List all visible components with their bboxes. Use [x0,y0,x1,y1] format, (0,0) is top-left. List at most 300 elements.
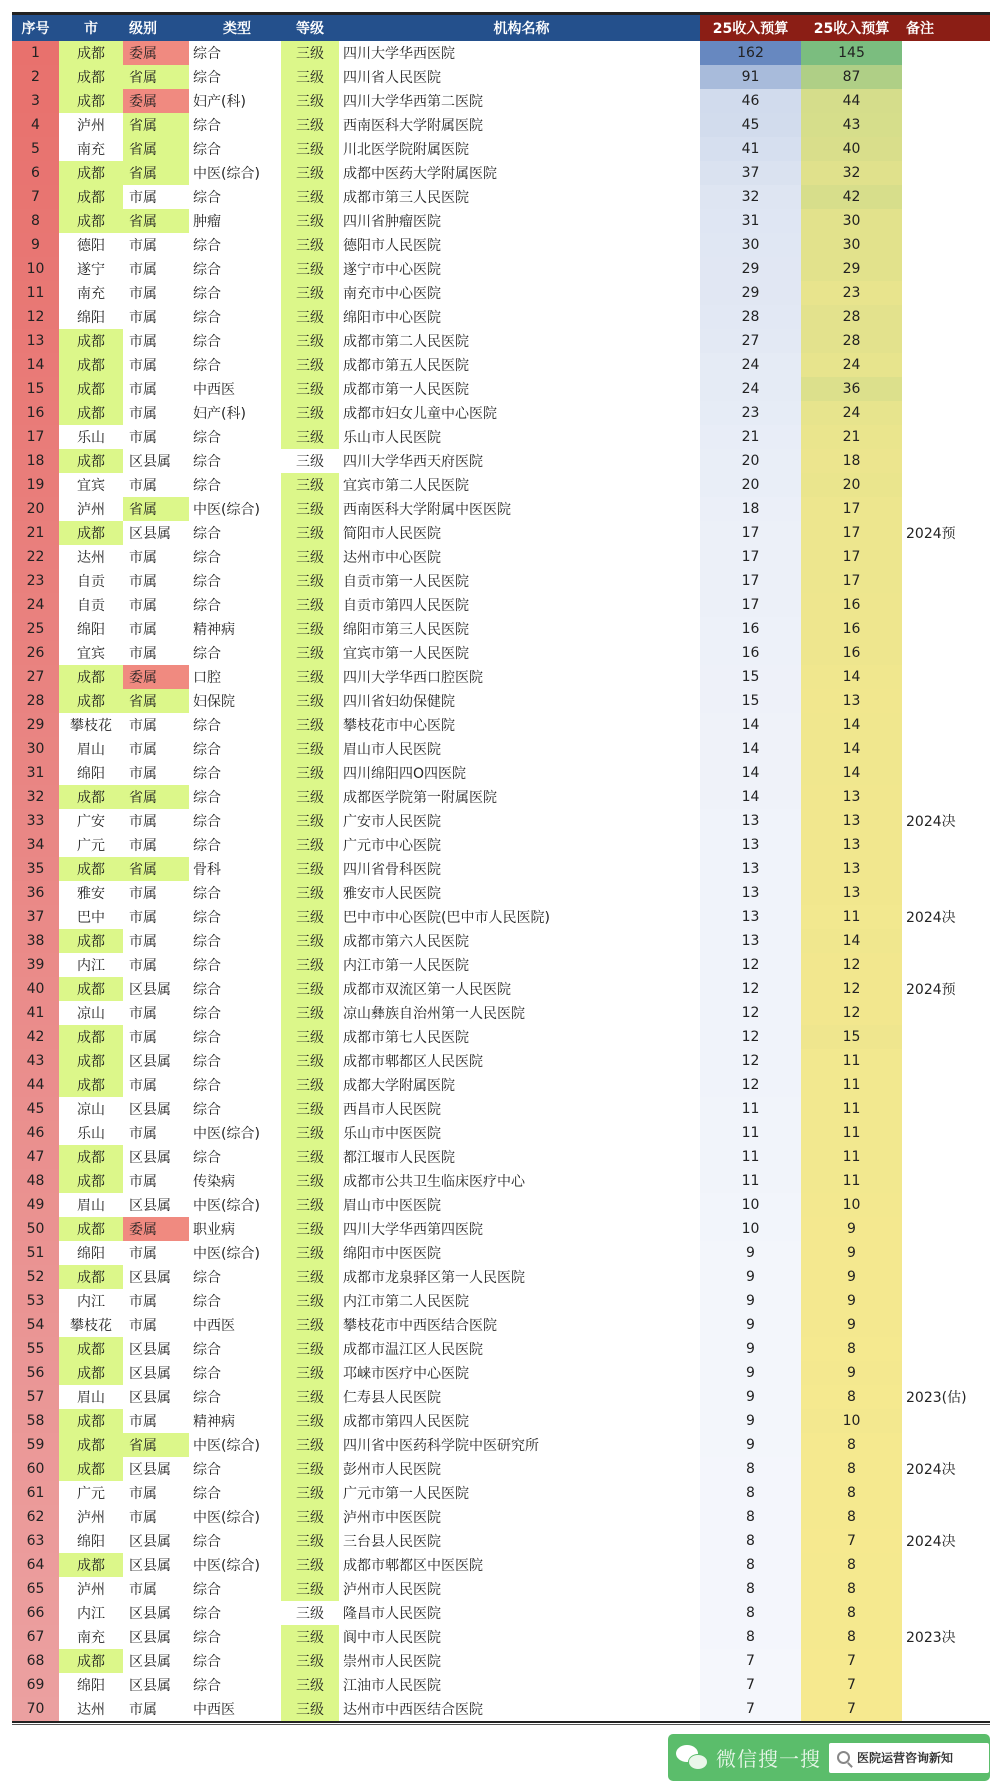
row-institution: 仁寿县人民医院 [343,1390,441,1406]
row-seq: 65 [12,1577,59,1601]
row-type: 综合 [193,1150,221,1166]
row-grade: 三级 [281,1001,339,1025]
row-grade: 三级 [281,161,339,185]
row-type: 综合 [193,886,221,902]
row-note [902,65,990,89]
row-grade: 三级 [281,1025,339,1049]
row-level: 市属 [129,1246,157,1262]
row-level: 区县属 [129,1678,171,1694]
row-type: 综合 [193,742,221,758]
row-type: 综合 [193,982,221,998]
row-budget-1: 12 [700,953,801,977]
row-level: 市属 [129,1510,157,1526]
row-seq: 67 [12,1625,59,1649]
row-institution: 成都市第五人民医院 [343,358,469,374]
row-budget-1: 12 [700,1073,801,1097]
header-institution: 机构名称 [339,15,700,41]
row-type: 综合 [193,718,221,734]
row-type: 综合 [193,1390,221,1406]
row-budget-1: 46 [700,89,801,113]
row-note [902,257,990,281]
row-budget-1: 11 [700,1145,801,1169]
row-grade: 三级 [281,353,339,377]
row-level: 市属 [129,958,157,974]
row-type: 妇产(科) [193,406,246,422]
row-institution: 乐山市人民医院 [343,430,441,446]
row-seq: 13 [12,329,59,353]
row-level: 委属 [123,89,189,113]
row-institution: 四川省肿瘤医院 [343,214,441,230]
row-grade: 三级 [281,473,339,497]
table-row [12,665,990,689]
row-institution: 宜宾市第一人民医院 [343,646,469,662]
row-institution: 达州市中西医结合医院 [343,1702,483,1718]
row-type: 综合 [193,1462,221,1478]
row-level: 省属 [123,209,189,233]
table-row [12,1457,990,1481]
table-row [12,377,990,401]
row-budget-2: 7 [801,1529,902,1553]
row-seq: 41 [12,1001,59,1025]
row-type: 综合 [193,790,221,806]
row-seq: 58 [12,1409,59,1433]
row-budget-2: 32 [801,161,902,185]
row-budget-2: 13 [801,689,902,713]
row-grade: 三级 [281,545,339,569]
row-budget-1: 12 [700,1001,801,1025]
row-institution: 遂宁市中心医院 [343,262,441,278]
row-budget-1: 24 [700,377,801,401]
row-budget-2: 12 [801,977,902,1001]
row-type: 综合 [193,1006,221,1022]
row-city: 成都 [59,209,123,233]
row-budget-2: 17 [801,569,902,593]
row-institution: 巴中市中心医院(巴中市人民医院) [343,910,550,926]
row-note [902,1577,990,1601]
row-grade: 三级 [281,1481,339,1505]
row-institution: 内江市第一人民医院 [343,958,469,974]
row-institution: 成都市龙泉驿区第一人民医院 [343,1270,525,1286]
row-type: 综合 [193,574,221,590]
row-seq: 8 [12,209,59,233]
row-level: 省属 [123,65,189,89]
row-city: 遂宁 [77,262,105,278]
row-grade: 三级 [281,257,339,281]
row-grade: 三级 [281,761,339,785]
row-budget-2: 29 [801,257,902,281]
row-seq: 7 [12,185,59,209]
row-budget-1: 9 [700,1337,801,1361]
row-institution: 宜宾市第二人民医院 [343,478,469,494]
row-budget-1: 17 [700,593,801,617]
row-city: 眉山 [77,1390,105,1406]
row-budget-1: 29 [700,257,801,281]
row-budget-2: 9 [801,1217,902,1241]
row-level: 市属 [129,646,157,662]
row-level: 省属 [123,497,189,521]
row-institution: 广元市第一人民医院 [343,1486,469,1502]
row-type: 中西医 [193,382,235,398]
row-level: 市属 [129,430,157,446]
row-budget-2: 11 [801,1097,902,1121]
row-budget-1: 17 [700,569,801,593]
row-institution: 成都市妇女儿童中心医院 [343,406,497,422]
row-city: 泸州 [77,1582,105,1598]
row-grade: 三级 [281,1409,339,1433]
row-city: 绵阳 [77,1246,105,1262]
wechat-icon [676,1745,710,1771]
row-institution: 德阳市人民医院 [343,238,441,254]
row-seq: 6 [12,161,59,185]
row-note [902,545,990,569]
row-type: 综合 [193,766,221,782]
row-grade: 三级 [281,1673,339,1697]
row-note [902,449,990,473]
row-grade: 三级 [281,233,339,257]
row-budget-2: 14 [801,929,902,953]
row-type: 中医(综合) [193,1558,260,1574]
row-institution: 四川省人民医院 [343,70,441,86]
row-type: 妇产(科) [193,94,246,110]
row-level: 区县属 [129,1558,171,1574]
table-row [12,1073,990,1097]
row-budget-1: 9 [700,1409,801,1433]
row-institution: 崇州市人民医院 [343,1654,441,1670]
row-level: 省属 [123,1433,189,1457]
row-note [902,1337,990,1361]
row-level: 省属 [123,785,189,809]
row-seq: 49 [12,1193,59,1217]
row-note [902,329,990,353]
row-budget-2: 30 [801,209,902,233]
row-type: 综合 [193,46,221,62]
table-row [12,1385,990,1409]
row-level: 市属 [129,478,157,494]
row-type: 综合 [193,1294,221,1310]
row-budget-1: 41 [700,137,801,161]
row-level: 市属 [129,1414,157,1430]
row-budget-2: 9 [801,1361,902,1385]
row-budget-1: 16 [700,641,801,665]
row-level: 区县属 [129,1390,171,1406]
row-type: 骨科 [193,862,221,878]
row-level: 区县属 [129,1606,171,1622]
row-budget-2: 10 [801,1193,902,1217]
row-note [902,305,990,329]
row-city: 绵阳 [77,766,105,782]
row-city: 凉山 [77,1102,105,1118]
row-level: 市属 [129,238,157,254]
row-institution: 四川绵阳四O四医院 [343,766,467,782]
row-budget-1: 8 [700,1505,801,1529]
row-budget-2: 42 [801,185,902,209]
table-row [12,713,990,737]
row-type: 综合 [193,310,221,326]
row-institution: 成都医学院第一附属医院 [343,790,497,806]
row-city: 成都 [59,89,123,113]
row-city: 南充 [77,142,105,158]
row-note: 2024决 [906,814,956,830]
row-grade: 三级 [281,401,339,425]
row-city: 达州 [77,1702,105,1718]
row-budget-2: 9 [801,1289,902,1313]
row-level: 市属 [129,910,157,926]
row-note [902,1289,990,1313]
row-budget-1: 13 [700,929,801,953]
row-city: 宜宾 [77,646,105,662]
row-budget-2: 8 [801,1481,902,1505]
row-level: 市属 [129,742,157,758]
row-city: 南充 [77,1630,105,1646]
row-institution: 广元市中心医院 [343,838,441,854]
table-row [12,1649,990,1673]
row-institution: 阆中市人民医院 [343,1630,441,1646]
row-note [902,161,990,185]
row-note: 2024预 [906,982,956,998]
table-row [12,473,990,497]
row-city: 南充 [77,286,105,302]
row-grade: 三级 [281,833,339,857]
row-budget-2: 20 [801,473,902,497]
row-budget-1: 13 [700,809,801,833]
row-city: 成都 [59,1265,123,1289]
row-institution: 雅安市人民医院 [343,886,441,902]
row-budget-1: 12 [700,1049,801,1073]
row-level: 市属 [129,1078,157,1094]
row-grade: 三级 [281,689,339,713]
row-grade: 三级 [281,569,339,593]
row-note [902,929,990,953]
header-seq: 序号 [12,15,59,41]
row-budget-2: 13 [801,881,902,905]
row-level: 市属 [129,334,157,350]
row-budget-1: 14 [700,785,801,809]
row-type: 综合 [193,1366,221,1382]
row-seq: 12 [12,305,59,329]
row-institution: 成都市第二人民医院 [343,334,469,350]
row-city: 巴中 [77,910,105,926]
row-budget-2: 8 [801,1337,902,1361]
row-budget-1: 21 [700,425,801,449]
row-level: 市属 [129,1486,157,1502]
row-level: 区县属 [129,526,171,542]
row-city: 成都 [59,401,123,425]
row-note [902,1601,990,1625]
row-type: 中西医 [193,1702,235,1718]
row-note [902,353,990,377]
row-city: 成都 [59,377,123,401]
row-seq: 29 [12,713,59,737]
row-note [902,233,990,257]
row-institution: 乐山市中医医院 [343,1126,441,1142]
row-note [902,281,990,305]
row-type: 综合 [193,838,221,854]
row-grade: 三级 [296,1606,324,1622]
row-grade: 三级 [281,1697,339,1721]
row-budget-2: 9 [801,1241,902,1265]
row-institution: 成都市第三人民医院 [343,190,469,206]
row-budget-1: 7 [700,1649,801,1673]
row-grade: 三级 [281,593,339,617]
row-note [902,1145,990,1169]
table-row [12,521,990,545]
row-city: 成都 [59,65,123,89]
table-row [12,1529,990,1553]
row-seq: 57 [12,1385,59,1409]
row-type: 综合 [193,1486,221,1502]
row-type: 综合 [193,1054,221,1070]
row-budget-2: 14 [801,761,902,785]
row-seq: 50 [12,1217,59,1241]
table-row [12,1577,990,1601]
row-budget-1: 8 [700,1529,801,1553]
row-budget-1: 31 [700,209,801,233]
table-row [12,761,990,785]
header-note: 备注 [902,15,990,41]
row-type: 综合 [193,190,221,206]
row-budget-2: 7 [801,1649,902,1673]
table-row [12,1241,990,1265]
table-row [12,929,990,953]
row-budget-1: 12 [700,977,801,1001]
table-row [12,209,990,233]
row-seq: 17 [12,425,59,449]
row-level: 区县属 [129,1198,171,1214]
row-level: 省属 [123,857,189,881]
row-note: 2023(估) [906,1390,967,1406]
row-budget-1: 9 [700,1385,801,1409]
row-city: 成都 [59,785,123,809]
row-level: 市属 [129,262,157,278]
row-budget-2: 17 [801,545,902,569]
row-note [902,1073,990,1097]
row-seq: 37 [12,905,59,929]
row-city: 眉山 [77,742,105,758]
row-city: 成都 [59,1337,123,1361]
row-type: 综合 [193,262,221,278]
row-seq: 23 [12,569,59,593]
row-institution: 成都大学附属医院 [343,1078,455,1094]
row-grade: 三级 [281,953,339,977]
row-budget-2: 8 [801,1385,902,1409]
table-row [12,1265,990,1289]
row-level: 市属 [129,718,157,734]
row-level: 市属 [129,574,157,590]
row-institution: 成都市公共卫生临床医疗中心 [343,1174,525,1190]
row-type: 综合 [193,478,221,494]
row-city: 宜宾 [77,478,105,494]
row-budget-1: 9 [700,1433,801,1457]
row-note [902,41,990,65]
row-budget-2: 14 [801,713,902,737]
row-city: 泸州 [77,502,105,518]
row-note [902,1121,990,1145]
row-type: 综合 [193,70,221,86]
row-seq: 30 [12,737,59,761]
row-budget-2: 9 [801,1265,902,1289]
row-grade: 三级 [281,281,339,305]
row-institution: 成都市第六人民医院 [343,934,469,950]
row-seq: 33 [12,809,59,833]
row-budget-2: 13 [801,833,902,857]
row-budget-2: 43 [801,113,902,137]
row-institution: 都江堰市人民医院 [343,1150,455,1166]
row-level: 市属 [129,838,157,854]
row-note [902,377,990,401]
row-budget-1: 8 [700,1553,801,1577]
row-seq: 42 [12,1025,59,1049]
row-institution: 三台县人民医院 [343,1534,441,1550]
row-level: 区县属 [129,1054,171,1070]
row-level: 市属 [129,358,157,374]
row-note: 2023决 [906,1630,956,1646]
table-row [12,1193,990,1217]
row-note [902,209,990,233]
row-grade: 三级 [281,785,339,809]
row-budget-2: 14 [801,665,902,689]
row-note [902,1265,990,1289]
row-budget-2: 14 [801,737,902,761]
table-row [12,1049,990,1073]
row-institution: 成都市第一人民医院 [343,382,469,398]
row-note [902,1361,990,1385]
row-type: 精神病 [193,622,235,638]
table-row [12,905,990,929]
row-city: 攀枝花 [70,1318,112,1334]
row-budget-2: 7 [801,1697,902,1721]
row-type: 职业病 [193,1222,235,1238]
watermark-search-box [829,1743,989,1773]
row-note [902,1049,990,1073]
row-type: 综合 [193,142,221,158]
row-level: 市属 [129,406,157,422]
row-budget-1: 7 [700,1697,801,1721]
row-grade: 三级 [281,1553,339,1577]
row-note [902,1697,990,1721]
row-note [902,569,990,593]
row-budget-2: 40 [801,137,902,161]
row-note [902,761,990,785]
row-budget-1: 11 [700,1169,801,1193]
table-row [12,1145,990,1169]
row-grade: 三级 [281,665,339,689]
row-budget-1: 37 [700,161,801,185]
row-grade: 三级 [281,1241,339,1265]
table-row [12,1001,990,1025]
row-level: 省属 [123,689,189,713]
row-institution: 泸州市中医医院 [343,1510,441,1526]
row-seq: 15 [12,377,59,401]
row-institution: 隆昌市人民医院 [343,1606,441,1622]
row-grade: 三级 [281,1145,339,1169]
row-institution: 达州市中心医院 [343,550,441,566]
row-grade: 三级 [281,377,339,401]
row-institution: 四川大学华西天府医院 [343,454,483,470]
row-grade: 三级 [281,617,339,641]
row-institution: 西昌市人民医院 [343,1102,441,1118]
table-row [12,401,990,425]
row-level: 市属 [129,1030,157,1046]
row-note [902,1001,990,1025]
row-seq: 66 [12,1601,59,1625]
row-budget-2: 12 [801,1001,902,1025]
row-grade: 三级 [281,209,339,233]
row-budget-2: 11 [801,1121,902,1145]
table-row [12,257,990,281]
row-city: 眉山 [77,1198,105,1214]
row-seq: 25 [12,617,59,641]
row-grade: 三级 [281,1385,339,1409]
